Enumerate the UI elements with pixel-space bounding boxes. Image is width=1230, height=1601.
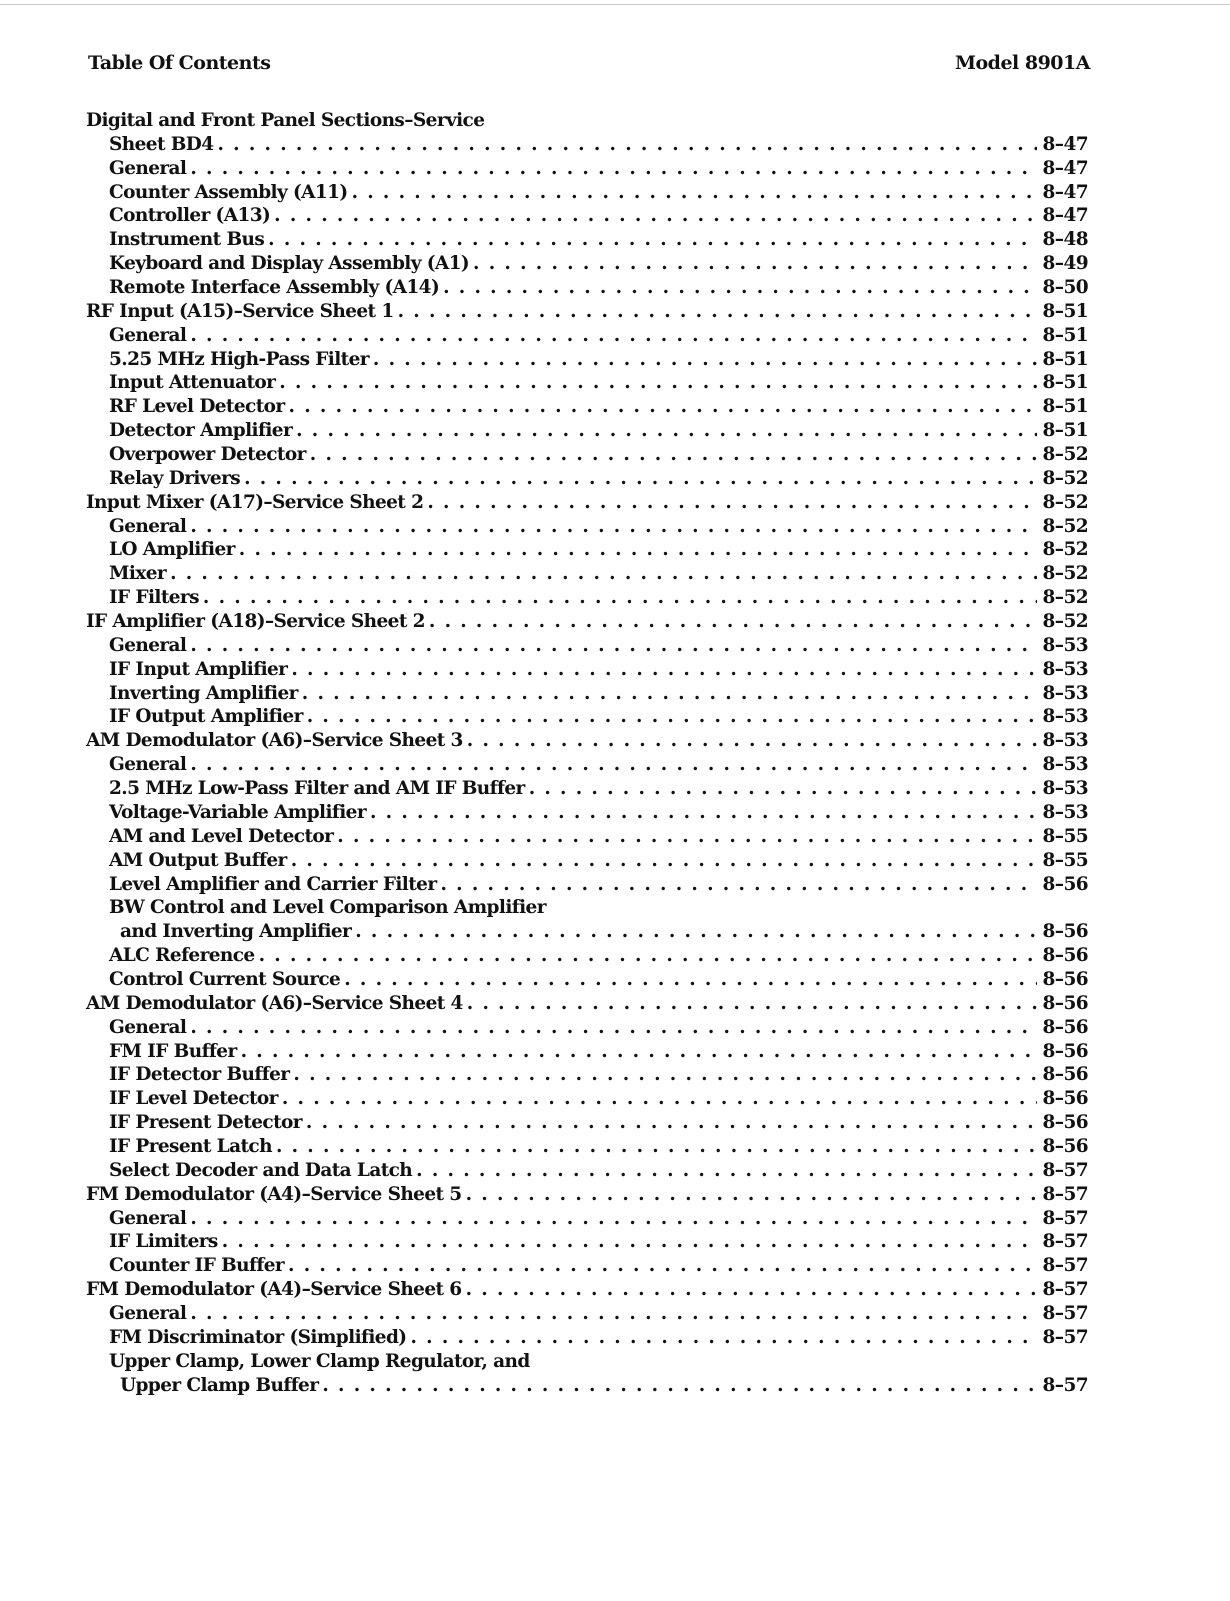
toc-entry-page: 8–57: [1042, 1255, 1088, 1277]
toc-entry[interactable]: [86, 1135, 1088, 1159]
toc-entry-title: Counter Assembly (A11): [109, 181, 348, 203]
toc-section-entry[interactable]: [86, 491, 1088, 515]
dot-leader: [410, 1326, 1036, 1350]
toc-entry-page: 8–55: [1042, 849, 1088, 871]
toc-entry-page: 8–57: [1042, 1374, 1088, 1396]
dot-leader: [291, 849, 1037, 873]
toc-entry[interactable]: [86, 1159, 1088, 1183]
dot-leader: [190, 634, 1036, 658]
toc-section-entry[interactable]: [86, 300, 1088, 324]
toc-entry-title: LO Amplifier: [109, 539, 235, 561]
toc-entry[interactable]: [86, 371, 1088, 395]
dot-leader: [473, 252, 1036, 276]
toc-entry-title: and Inverting Amplifier: [120, 921, 352, 943]
toc-entry-title: Select Decoder and Data Latch: [109, 1159, 413, 1181]
toc-entry-page: 8–47: [1042, 157, 1088, 179]
toc-entry-page: 8–53: [1042, 730, 1088, 752]
toc-entry[interactable]: [86, 324, 1088, 348]
toc-entry[interactable]: [86, 849, 1088, 873]
toc-entry-title: Voltage-Variable Amplifier: [109, 801, 366, 823]
toc-entry-page: 8–49: [1042, 253, 1088, 275]
toc-entry-page: 8–52: [1042, 587, 1088, 609]
toc-entry-page: 8–52: [1042, 563, 1088, 585]
dot-leader: [190, 515, 1036, 539]
toc-entry-page: 8–56: [1042, 921, 1088, 943]
toc-entry-page: 8–56: [1042, 873, 1088, 895]
dot-leader: [268, 228, 1036, 252]
toc-entry[interactable]: [86, 538, 1088, 562]
dot-leader: [282, 1087, 1037, 1111]
toc-entry[interactable]: [86, 1326, 1088, 1350]
toc-entry-title: Upper Clamp, Lower Clamp Regulator, and: [109, 1350, 530, 1372]
toc-entry-page: 8–53: [1042, 754, 1088, 776]
dot-leader: [218, 133, 1037, 157]
toc-entry-page: 8–56: [1042, 1088, 1088, 1110]
toc-entry-title: AM Demodulator (A6)–Service Sheet 4: [86, 992, 463, 1014]
toc-entry-title: Overpower Detector: [109, 444, 306, 466]
toc-entry-title: IF Level Detector: [109, 1088, 278, 1110]
dot-leader: [289, 395, 1037, 419]
toc-entry[interactable]: [86, 1230, 1088, 1254]
toc-entry-title: Controller (A13): [109, 205, 271, 227]
dot-leader: [274, 204, 1036, 228]
dot-leader: [373, 348, 1037, 372]
toc-entry-title: Input Mixer (A17)–Service Sheet 2: [86, 491, 424, 513]
toc-entry-page: 8–53: [1042, 706, 1088, 728]
toc-entry-title: IF Present Latch: [109, 1135, 272, 1157]
toc-entry-page: 8–53: [1042, 634, 1088, 656]
toc-section-entry[interactable]: [86, 610, 1088, 634]
dot-leader: [190, 1016, 1036, 1040]
table-of-contents: [86, 109, 1088, 1397]
dot-leader: [222, 1230, 1037, 1254]
dot-leader: [337, 825, 1036, 849]
toc-entry[interactable]: [86, 515, 1088, 539]
dot-leader: [190, 1207, 1036, 1231]
toc-entry-page: 8–57: [1042, 1302, 1088, 1324]
toc-entry-page: 8–57: [1042, 1183, 1088, 1205]
toc-entry-title: FM Discriminator (Simplified): [109, 1326, 407, 1348]
toc-entry-page: 8–56: [1042, 1112, 1088, 1134]
header-model: Model 8901A: [954, 52, 1090, 74]
toc-entry-title: Inverting Amplifier: [109, 682, 298, 704]
dot-leader: [279, 371, 1036, 395]
toc-entry-page: 8–51: [1042, 324, 1088, 346]
toc-entry-page: 8–51: [1042, 348, 1088, 370]
dot-leader: [467, 992, 1037, 1016]
dot-leader: [466, 1183, 1037, 1207]
toc-entry[interactable]: [86, 181, 1088, 205]
toc-entry-page: 8–51: [1042, 300, 1088, 322]
dot-leader: [302, 682, 1037, 706]
toc-entry[interactable]: [86, 777, 1088, 801]
toc-entry-page: 8–52: [1042, 515, 1088, 537]
toc-entry-page: 8–56: [1042, 1064, 1088, 1086]
toc-entry-title: IF Present Detector: [109, 1112, 302, 1134]
toc-entry-title: Digital and Front Panel Sections–Service: [86, 110, 485, 131]
toc-entry-title: IF Limiters: [109, 1231, 218, 1253]
toc-entry-page: 8–47: [1042, 181, 1088, 203]
toc-entry[interactable]: [86, 1254, 1088, 1278]
dot-leader: [441, 873, 1037, 897]
toc-entry[interactable]: [86, 1350, 1088, 1374]
toc-entry-page: 8–57: [1042, 1159, 1088, 1181]
toc-entry-title: AM Output Buffer: [109, 849, 287, 871]
toc-entry[interactable]: [86, 1040, 1088, 1064]
toc-entry-page: 8–56: [1042, 968, 1088, 990]
toc-entry-title: Level Amplifier and Carrier Filter: [109, 873, 437, 895]
dot-leader: [244, 467, 1036, 491]
toc-entry-title: 2.5 MHz Low-Pass Filter and AM IF Buffer: [109, 778, 525, 800]
dot-leader: [296, 419, 1036, 443]
toc-entry-page: 8–56: [1042, 945, 1088, 967]
toc-entry[interactable]: [86, 658, 1088, 682]
toc-entry-title: Keyboard and Display Assembly (A1): [109, 253, 470, 275]
dot-leader: [307, 705, 1037, 729]
toc-entry[interactable]: [86, 562, 1088, 586]
dot-leader: [276, 1135, 1037, 1159]
dot-leader: [370, 801, 1037, 825]
toc-entry-title: General: [109, 324, 187, 346]
toc-entry-page: 8–53: [1042, 682, 1088, 704]
toc-entry-title: Control Current Source: [109, 968, 341, 990]
toc-entry-title: BW Control and Level Comparison Amplifier: [109, 897, 546, 919]
toc-entry-title: Sheet BD4: [109, 133, 214, 155]
toc-section-entry[interactable]: [86, 1183, 1088, 1207]
toc-entry-title: Input Attenuator: [109, 372, 276, 394]
toc-entry[interactable]: [86, 753, 1088, 777]
toc-entry[interactable]: [86, 133, 1088, 157]
dot-leader: [443, 276, 1036, 300]
toc-entry[interactable]: [86, 944, 1088, 968]
toc-entry[interactable]: [86, 228, 1088, 252]
toc-entry-title: General: [109, 754, 187, 776]
toc-entry[interactable]: [86, 348, 1088, 372]
top-rule: [0, 4, 1230, 5]
toc-entry[interactable]: [86, 395, 1088, 419]
toc-entry[interactable]: [86, 1207, 1088, 1231]
toc-entry-title: Mixer: [109, 563, 167, 585]
toc-section-entry[interactable]: [86, 109, 1088, 133]
toc-entry-title: FM IF Buffer: [109, 1040, 237, 1062]
toc-entry-title: IF Detector Buffer: [109, 1064, 290, 1086]
dot-leader: [429, 610, 1037, 634]
dot-leader: [310, 443, 1037, 467]
dot-leader: [293, 1063, 1036, 1087]
toc-entry[interactable]: [86, 1111, 1088, 1135]
dot-leader: [190, 157, 1036, 181]
toc-entry-page: 8–50: [1042, 277, 1088, 299]
toc-entry-page: 8–53: [1042, 658, 1088, 680]
toc-entry-title: ALC Reference: [109, 945, 255, 967]
toc-entry-title: General: [109, 1302, 187, 1324]
dot-leader: [529, 777, 1037, 801]
dot-leader: [288, 1254, 1037, 1278]
toc-entry-title: IF Input Amplifier: [109, 658, 288, 680]
dot-leader: [170, 562, 1036, 586]
toc-entry-page: 8–53: [1042, 778, 1088, 800]
toc-entry-title: RF Level Detector: [109, 396, 285, 418]
toc-entry-page: 8–55: [1042, 825, 1088, 847]
toc-entry[interactable]: [86, 1016, 1088, 1040]
toc-entry-page: 8–52: [1042, 611, 1088, 633]
toc-entry-title: Instrument Bus: [109, 229, 265, 251]
toc-entry-title: IF Filters: [109, 587, 199, 609]
dot-leader: [239, 538, 1037, 562]
toc-entry-title: IF Output Amplifier: [109, 706, 303, 728]
toc-entry[interactable]: [86, 801, 1088, 825]
toc-entry-page: 8–56: [1042, 1135, 1088, 1157]
toc-entry-page: 8–52: [1042, 539, 1088, 561]
toc-entry-page: 8–51: [1042, 372, 1088, 394]
toc-entry[interactable]: [86, 1063, 1088, 1087]
toc-entry[interactable]: [86, 825, 1088, 849]
toc-entry-title: General: [109, 634, 187, 656]
toc-entry-title: Relay Drivers: [109, 467, 241, 489]
toc-entry-title: AM Demodulator (A6)–Service Sheet 3: [86, 730, 463, 752]
toc-entry-page: 8–48: [1042, 229, 1088, 251]
toc-entry[interactable]: [86, 873, 1088, 897]
dot-leader: [398, 300, 1037, 324]
dot-leader: [352, 181, 1037, 205]
toc-entry-page: 8–47: [1042, 133, 1088, 155]
dot-leader: [190, 753, 1036, 777]
page-header: [88, 52, 1090, 78]
toc-entry-title: Upper Clamp Buffer: [120, 1374, 319, 1396]
dot-leader: [203, 586, 1037, 610]
dot-leader: [259, 944, 1037, 968]
toc-entry[interactable]: [86, 920, 1088, 944]
toc-entry[interactable]: [86, 634, 1088, 658]
toc-entry[interactable]: [86, 896, 1088, 920]
toc-entry-page: 8–56: [1042, 1040, 1088, 1062]
toc-entry-title: FM Demodulator (A4)–Service Sheet 5: [86, 1183, 462, 1205]
toc-entry[interactable]: [86, 968, 1088, 992]
toc-entry[interactable]: [86, 1087, 1088, 1111]
dot-leader: [190, 1302, 1036, 1326]
toc-entry-page: 8–47: [1042, 205, 1088, 227]
toc-entry-title: Counter IF Buffer: [109, 1255, 285, 1277]
toc-entry[interactable]: [86, 1374, 1088, 1398]
dot-leader: [416, 1159, 1036, 1183]
toc-entry-page: 8–51: [1042, 420, 1088, 442]
toc-entry-page: 8–57: [1042, 1326, 1088, 1348]
dot-leader: [467, 729, 1037, 753]
toc-entry[interactable]: [86, 705, 1088, 729]
toc-entry-title: FM Demodulator (A4)–Service Sheet 6: [86, 1279, 462, 1301]
dot-leader: [190, 324, 1036, 348]
dot-leader: [344, 968, 1036, 992]
toc-entry-page: 8–52: [1042, 491, 1088, 513]
toc-entry-title: AM and Level Detector: [109, 825, 334, 847]
toc-entry-page: 8–53: [1042, 801, 1088, 823]
toc-section-entry[interactable]: [86, 1278, 1088, 1302]
toc-entry-title: General: [109, 515, 187, 537]
toc-entry-page: 8–57: [1042, 1279, 1088, 1301]
toc-entry[interactable]: [86, 419, 1088, 443]
toc-entry-page: 8–52: [1042, 467, 1088, 489]
toc-entry-title: General: [109, 1207, 187, 1229]
toc-section-entry[interactable]: [86, 992, 1088, 1016]
toc-entry[interactable]: [86, 586, 1088, 610]
toc-entry[interactable]: [86, 1302, 1088, 1326]
dot-leader: [355, 920, 1036, 944]
toc-entry[interactable]: [86, 467, 1088, 491]
toc-entry-page: 8–51: [1042, 396, 1088, 418]
dot-leader: [466, 1278, 1037, 1302]
toc-entry-title: Detector Amplifier: [109, 420, 293, 442]
toc-entry-title: IF Amplifier (A18)–Service Sheet 2: [86, 611, 425, 633]
toc-entry-title: General: [109, 1016, 187, 1038]
toc-entry[interactable]: [86, 682, 1088, 706]
toc-entry[interactable]: [86, 276, 1088, 300]
header-title: Table Of Contents: [88, 52, 271, 74]
dot-leader: [306, 1111, 1037, 1135]
toc-entry-title: RF Input (A15)–Service Sheet 1: [86, 300, 394, 322]
toc-entry-page: 8–52: [1042, 444, 1088, 466]
toc-entry-title: General: [109, 157, 187, 179]
toc-entry[interactable]: [86, 157, 1088, 181]
toc-entry-title: Remote Interface Assembly (A14): [109, 277, 440, 299]
toc-entry-page: 8–56: [1042, 1016, 1088, 1038]
dot-leader: [322, 1374, 1036, 1398]
toc-entry-page: 8–57: [1042, 1231, 1088, 1253]
toc-entry-title: 5.25 MHz High-Pass Filter: [109, 348, 369, 370]
toc-entry-page: 8–57: [1042, 1207, 1088, 1229]
toc-entry[interactable]: [86, 252, 1088, 276]
dot-leader: [427, 491, 1036, 515]
toc-entry[interactable]: [86, 443, 1088, 467]
toc-section-entry[interactable]: [86, 729, 1088, 753]
toc-entry[interactable]: [86, 204, 1088, 228]
dot-leader: [241, 1040, 1037, 1064]
dot-leader: [291, 658, 1036, 682]
toc-entry-page: 8–56: [1042, 992, 1088, 1014]
